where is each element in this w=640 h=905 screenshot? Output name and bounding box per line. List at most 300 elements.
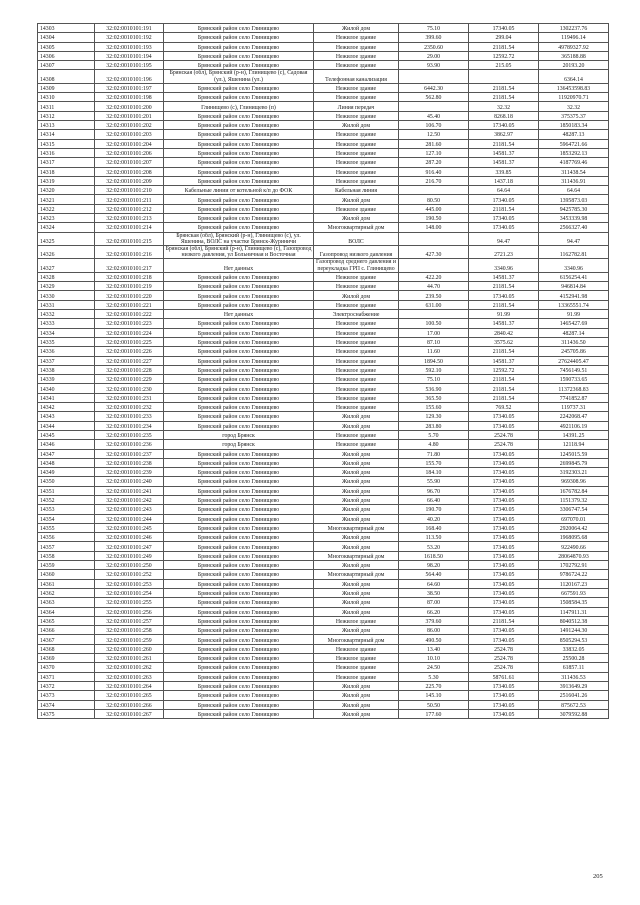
table-row: [38, 477, 609, 486]
cadastral-number-cell: 32:02:0010101:258: [95, 626, 164, 635]
address-cell: Брянский район село Глинищево: [164, 176, 314, 185]
area-cell: 113.50: [399, 533, 469, 542]
cadastral-number-cell: 32:02:0010101:203: [95, 130, 164, 139]
cadastral-value-cell: 1147911.31: [539, 607, 609, 616]
area-cell: 127.10: [399, 148, 469, 157]
row-number-cell: 14362: [38, 588, 95, 597]
table-row: [38, 204, 609, 213]
specific-value-cell: 17340.05: [469, 570, 539, 579]
object-type-cell: Жилой дом: [314, 700, 399, 709]
table-row: [38, 356, 609, 365]
cadastral-number-cell: 32:02:0010101:221: [95, 300, 164, 309]
row-number-cell: 14340: [38, 384, 95, 393]
area-cell: 239.50: [399, 291, 469, 300]
address-cell: Брянский район село Глинищево: [164, 644, 314, 653]
cadastral-value-cell: 11920970.71: [539, 93, 609, 102]
address-cell: Брянский район село Глинищево: [164, 214, 314, 223]
address-cell: Брянский район село Глинищево: [164, 375, 314, 384]
area-cell: 6442.30: [399, 83, 469, 92]
specific-value-cell: 17340.05: [469, 691, 539, 700]
object-type-cell: Жилой дом: [314, 691, 399, 700]
cadastral-number-cell: 32:02:0010101:233: [95, 412, 164, 421]
cadastral-number-cell: 32:02:0010101:197: [95, 83, 164, 92]
specific-value-cell: 14581.37: [469, 356, 539, 365]
object-type-cell: Жилой дом: [314, 449, 399, 458]
area-cell: 168.40: [399, 523, 469, 532]
cadastral-value-cell: 9786724.22: [539, 570, 609, 579]
row-number-cell: 14333: [38, 319, 95, 328]
table-row: [38, 505, 609, 514]
cadastral-value-cell: 1590733.65: [539, 375, 609, 384]
table-row: [38, 700, 609, 709]
address-cell: Брянский район село Глинищево: [164, 403, 314, 412]
cadastral-value-cell: 136453598.83: [539, 83, 609, 92]
cadastral-value-cell: 4921106.19: [539, 421, 609, 430]
object-type-cell: Нежилое здание: [314, 663, 399, 672]
cadastral-number-cell: 32:02:0010101:219: [95, 282, 164, 291]
address-cell: Брянский район село Глинищево: [164, 458, 314, 467]
area-cell: 631.00: [399, 300, 469, 309]
row-number-cell: 14345: [38, 430, 95, 439]
table-row: [38, 514, 609, 523]
object-type-cell: Жилой дом: [314, 24, 399, 33]
object-type-cell: Нежилое здание: [314, 83, 399, 92]
area-cell: 66.20: [399, 607, 469, 616]
cadastral-value-cell: 667591.93: [539, 588, 609, 597]
table-row: [38, 121, 609, 130]
specific-value-cell: 17340.05: [469, 709, 539, 718]
address-cell: Брянский район село Глинищево: [164, 449, 314, 458]
cadastral-value-cell: 48287.14: [539, 328, 609, 337]
object-type-cell: Жилой дом: [314, 607, 399, 616]
object-type-cell: Нежилое здание: [314, 139, 399, 148]
specific-value-cell: 17340.05: [469, 468, 539, 477]
cadastral-value-cell: 32.32: [539, 102, 609, 111]
row-number-cell: 14360: [38, 570, 95, 579]
cadastral-number-cell: 32:02:0010101:247: [95, 542, 164, 551]
address-cell: Брянский район село Глинищево: [164, 635, 314, 644]
cadastral-value-cell: 3913649.29: [539, 681, 609, 690]
address-cell: Брянский район село Глинищево: [164, 486, 314, 495]
cadastral-value-cell: 311438.54: [539, 167, 609, 176]
row-number-cell: 14357: [38, 542, 95, 551]
object-type-cell: Жилой дом: [314, 681, 399, 690]
address-cell: Брянский район село Глинищево: [164, 130, 314, 139]
cadastral-number-cell: 32:02:0010101:245: [95, 523, 164, 532]
area-cell: 100.50: [399, 319, 469, 328]
object-type-cell: Нежилое здание: [314, 204, 399, 213]
address-cell: Глинищево (с), Глинищево (п): [164, 102, 314, 111]
row-number-cell: 14343: [38, 412, 95, 421]
area-cell: 155.60: [399, 403, 469, 412]
row-number-cell: 14318: [38, 167, 95, 176]
address-cell: Брянский район село Глинищево: [164, 167, 314, 176]
area-cell: 190.70: [399, 505, 469, 514]
cadastral-value-cell: 7456149.51: [539, 365, 609, 374]
specific-value-cell: 14581.37: [469, 319, 539, 328]
cadastral-value-cell: 1162782.81: [539, 246, 609, 259]
cadastral-value-cell: 25500.28: [539, 654, 609, 663]
cadastral-value-cell: 1465427.69: [539, 319, 609, 328]
cadastral-number-cell: 32:02:0010101:232: [95, 403, 164, 412]
cadastral-value-cell: 33832.05: [539, 644, 609, 653]
row-number-cell: 14346: [38, 440, 95, 449]
table-row: [38, 570, 609, 579]
address-cell: Брянский район село Глинищево: [164, 223, 314, 232]
row-number-cell: 14348: [38, 458, 95, 467]
area-cell: 1894.50: [399, 356, 469, 365]
address-cell: Брянский район село Глинищево: [164, 121, 314, 130]
row-number-cell: 14371: [38, 672, 95, 681]
object-type-cell: Нежилое здание: [314, 654, 399, 663]
area-cell: 55.90: [399, 477, 469, 486]
table-row: [38, 709, 609, 718]
area-cell: 562.80: [399, 93, 469, 102]
object-type-cell: Нежилое здание: [314, 319, 399, 328]
area-cell: 592.10: [399, 365, 469, 374]
specific-value-cell: 17340.05: [469, 412, 539, 421]
object-type-cell: Жилой дом: [314, 121, 399, 130]
specific-value-cell: 17340.05: [469, 514, 539, 523]
specific-value-cell: 21181.54: [469, 375, 539, 384]
address-cell: Брянский район село Глинищево: [164, 654, 314, 663]
table-row: [38, 139, 609, 148]
address-cell: Брянская (обл), Брянский (р-н), Глинищево (с), Газопровод низкого давления, ул Больничная и Восточная: [164, 246, 314, 259]
object-type-cell: Нежилое здание: [314, 272, 399, 281]
object-type-cell: Нежилое здание: [314, 644, 399, 653]
address-cell: Брянский район село Глинищево: [164, 700, 314, 709]
cadastral-value-cell: 3453339.98: [539, 214, 609, 223]
address-cell: Брянский район село Глинищево: [164, 139, 314, 148]
cadastral-value-cell: 8040512.38: [539, 616, 609, 625]
row-number-cell: 14314: [38, 130, 95, 139]
specific-value-cell: 17340.05: [469, 635, 539, 644]
row-number-cell: 14332: [38, 310, 95, 319]
specific-value-cell: 2840.42: [469, 328, 539, 337]
area-cell: 75.10: [399, 24, 469, 33]
cadastral-value-cell: 11372368.83: [539, 384, 609, 393]
cadastral-number-cell: 32:02:0010101:261: [95, 654, 164, 663]
specific-value-cell: 17340.05: [469, 542, 539, 551]
area-cell: 98.20: [399, 561, 469, 570]
table-row: [38, 186, 609, 195]
row-number-cell: 14355: [38, 523, 95, 532]
address-cell: Брянский район село Глинищево: [164, 477, 314, 486]
table-row: [38, 328, 609, 337]
cadastral-value-cell: 2242068.47: [539, 412, 609, 421]
object-type-cell: Многоквартирный дом: [314, 551, 399, 560]
address-cell: Брянский район село Глинищево: [164, 83, 314, 92]
specific-value-cell: 21181.54: [469, 93, 539, 102]
specific-value-cell: 21181.54: [469, 204, 539, 213]
cadastral-value-cell: 91.99: [539, 310, 609, 319]
area-cell: 40.20: [399, 514, 469, 523]
row-number-cell: 14353: [38, 505, 95, 514]
cadastral-number-cell: 32:02:0010101:193: [95, 42, 164, 51]
table-row: [38, 542, 609, 551]
specific-value-cell: 215.05: [469, 61, 539, 70]
cadastral-number-cell: 32:02:0010101:207: [95, 158, 164, 167]
table-row: [38, 232, 609, 245]
specific-value-cell: 21181.54: [469, 282, 539, 291]
cadastral-number-cell: 32:02:0010101:260: [95, 644, 164, 653]
cadastral-value-cell: 3079592.88: [539, 709, 609, 718]
specific-value-cell: 2524.78: [469, 663, 539, 672]
cadastral-number-cell: 32:02:0010101:196: [95, 70, 164, 83]
cadastral-number-cell: 32:02:0010101:200: [95, 102, 164, 111]
cadastral-value-cell: 1395873.03: [539, 195, 609, 204]
row-number-cell: 14323: [38, 214, 95, 223]
address-cell: Нет данных: [164, 310, 314, 319]
specific-value-cell: 64.64: [469, 186, 539, 195]
cadastral-number-cell: 32:02:0010101:263: [95, 672, 164, 681]
specific-value-cell: 1437.18: [469, 176, 539, 185]
cadastral-number-cell: 32:02:0010101:264: [95, 681, 164, 690]
cadastral-number-cell: 32:02:0010101:209: [95, 176, 164, 185]
object-type-cell: Нежилое здание: [314, 167, 399, 176]
cadastral-value-cell: 61857.11: [539, 663, 609, 672]
specific-value-cell: 91.99: [469, 310, 539, 319]
address-cell: Брянский район село Глинищево: [164, 282, 314, 291]
row-number-cell: 14363: [38, 598, 95, 607]
cadastral-value-cell: 13365551.74: [539, 300, 609, 309]
table-row: [38, 430, 609, 439]
address-cell: Брянский район село Глинищево: [164, 412, 314, 421]
object-type-cell: Нежилое здание: [314, 61, 399, 70]
table-row: [38, 691, 609, 700]
area-cell: 4.80: [399, 440, 469, 449]
cadastral-number-cell: 32:02:0010101:195: [95, 61, 164, 70]
cadastral-number-cell: 32:02:0010101:237: [95, 449, 164, 458]
area-cell: 10.10: [399, 654, 469, 663]
cadastral-number-cell: 32:02:0010101:254: [95, 588, 164, 597]
table-row: [38, 291, 609, 300]
table-row: [38, 51, 609, 60]
area-cell: 281.60: [399, 139, 469, 148]
cadastral-number-cell: 32:02:0010101:239: [95, 468, 164, 477]
cadastral-value-cell: 1850183.34: [539, 121, 609, 130]
table-row: [38, 468, 609, 477]
row-number-cell: 14337: [38, 356, 95, 365]
row-number-cell: 14322: [38, 204, 95, 213]
address-cell: Брянский район село Глинищево: [164, 148, 314, 157]
specific-value-cell: 17340.05: [469, 214, 539, 223]
area-cell: 399.60: [399, 33, 469, 42]
cadastral-number-cell: 32:02:0010101:215: [95, 232, 164, 245]
area-cell: 155.70: [399, 458, 469, 467]
cadastral-number-cell: 32:02:0010101:202: [95, 121, 164, 130]
table-row: [38, 158, 609, 167]
area-cell: 148.00: [399, 223, 469, 232]
row-number-cell: 14311: [38, 102, 95, 111]
address-cell: Брянский район село Глинищево: [164, 681, 314, 690]
cadastral-number-cell: 32:02:0010101:235: [95, 430, 164, 439]
table-row: [38, 644, 609, 653]
area-cell: 12.50: [399, 130, 469, 139]
object-type-cell: Нежилое здание: [314, 130, 399, 139]
row-number-cell: 14350: [38, 477, 95, 486]
row-number-cell: 14307: [38, 61, 95, 70]
area-cell: 75.10: [399, 375, 469, 384]
row-number-cell: 14354: [38, 514, 95, 523]
object-type-cell: Линия передач: [314, 102, 399, 111]
table-row: [38, 70, 609, 83]
area-cell: 66.40: [399, 495, 469, 504]
object-type-cell: Нежилое здание: [314, 148, 399, 157]
area-cell: [399, 186, 469, 195]
cadastral-value-cell: 2920064.42: [539, 523, 609, 532]
specific-value-cell: 17340.05: [469, 523, 539, 532]
cadastral-number-cell: 32:02:0010101:240: [95, 477, 164, 486]
cadastral-number-cell: 32:02:0010101:250: [95, 561, 164, 570]
area-cell: 24.50: [399, 663, 469, 672]
specific-value-cell: 769.52: [469, 403, 539, 412]
cadastral-value-cell: 94.47: [539, 232, 609, 245]
object-type-cell: Нежилое здание: [314, 300, 399, 309]
address-cell: Брянский район село Глинищево: [164, 579, 314, 588]
cadastral-number-cell: 32:02:0010101:249: [95, 551, 164, 560]
area-cell: 2350.60: [399, 42, 469, 51]
table-row: [38, 626, 609, 635]
row-number-cell: 14316: [38, 148, 95, 157]
address-cell: Брянский район село Глинищево: [164, 626, 314, 635]
cadastral-value-cell: 12118.94: [539, 440, 609, 449]
table-row: [38, 83, 609, 92]
row-number-cell: 14359: [38, 561, 95, 570]
object-type-cell: Многоквартирный дом: [314, 635, 399, 644]
row-number-cell: 14366: [38, 626, 95, 635]
cadastral-value-cell: 6156254.41: [539, 272, 609, 281]
area-cell: 80.50: [399, 195, 469, 204]
specific-value-cell: 2524.78: [469, 654, 539, 663]
cadastral-value-cell: 1302237.76: [539, 24, 609, 33]
page-number: 205: [593, 873, 603, 880]
table-row: [38, 365, 609, 374]
object-type-cell: Нежилое здание: [314, 616, 399, 625]
object-type-cell: Многоквартирный дом: [314, 223, 399, 232]
cadastral-number-cell: 32:02:0010101:241: [95, 486, 164, 495]
specific-value-cell: 94.47: [469, 232, 539, 245]
area-cell: [399, 102, 469, 111]
cadastral-value-cell: 2516041.26: [539, 691, 609, 700]
cadastral-value-cell: 245705.86: [539, 347, 609, 356]
address-cell: Брянский район село Глинищево: [164, 365, 314, 374]
cadastral-value-cell: 3340.96: [539, 259, 609, 272]
specific-value-cell: 17340.05: [469, 291, 539, 300]
address-cell: Брянский район село Глинищево: [164, 709, 314, 718]
row-number-cell: 14308: [38, 70, 95, 83]
specific-value-cell: 17340.05: [469, 533, 539, 542]
address-cell: Брянский район село Глинищево: [164, 607, 314, 616]
specific-value-cell: 17340.05: [469, 458, 539, 467]
address-cell: Нет данных: [164, 259, 314, 272]
cadastral-value-cell: 7741852.87: [539, 393, 609, 402]
cadastral-value-cell: 9425785.30: [539, 204, 609, 213]
cadastral-number-cell: 32:02:0010101:253: [95, 579, 164, 588]
cadastral-value-cell: 48287.13: [539, 130, 609, 139]
specific-value-cell: 3340.96: [469, 259, 539, 272]
specific-value-cell: 3575.62: [469, 337, 539, 346]
object-type-cell: Жилой дом: [314, 579, 399, 588]
object-type-cell: Жилой дом: [314, 412, 399, 421]
table-row: [38, 282, 609, 291]
cadastral-number-cell: 32:02:0010101:234: [95, 421, 164, 430]
table-row: [38, 319, 609, 328]
row-number-cell: 14330: [38, 291, 95, 300]
row-number-cell: 14331: [38, 300, 95, 309]
area-cell: 365.50: [399, 393, 469, 402]
row-number-cell: 14372: [38, 681, 95, 690]
table-row: [38, 111, 609, 120]
row-number-cell: 14335: [38, 337, 95, 346]
specific-value-cell: 3862.97: [469, 130, 539, 139]
specific-value-cell: [469, 70, 539, 83]
address-cell: Брянский район село Глинищево: [164, 328, 314, 337]
cadastral-number-cell: 32:02:0010101:211: [95, 195, 164, 204]
row-number-cell: 14306: [38, 51, 95, 60]
cadastral-value-cell: 28064870.93: [539, 551, 609, 560]
address-cell: Брянский район село Глинищево: [164, 356, 314, 365]
cadastral-value-cell: 1676782.84: [539, 486, 609, 495]
cadastral-value-cell: 3192303.21: [539, 468, 609, 477]
table-row: [38, 272, 609, 281]
row-number-cell: 14344: [38, 421, 95, 430]
address-cell: Брянский район село Глинищево: [164, 195, 314, 204]
area-cell: 50.50: [399, 700, 469, 709]
cadastral-value-cell: 4187769.46: [539, 158, 609, 167]
cadastral-number-cell: 32:02:0010101:224: [95, 328, 164, 337]
row-number-cell: 14370: [38, 663, 95, 672]
specific-value-cell: 21181.54: [469, 616, 539, 625]
row-number-cell: 14369: [38, 654, 95, 663]
specific-value-cell: 17340.05: [469, 421, 539, 430]
row-number-cell: 14317: [38, 158, 95, 167]
cadastral-value-cell: 119737.31: [539, 403, 609, 412]
object-type-cell: Телефонная канализация: [314, 70, 399, 83]
row-number-cell: 14342: [38, 403, 95, 412]
object-type-cell: Многоквартирный дом: [314, 570, 399, 579]
object-type-cell: Нежилое здание: [314, 672, 399, 681]
specific-value-cell: 17340.05: [469, 579, 539, 588]
cadastral-number-cell: 32:02:0010101:201: [95, 111, 164, 120]
specific-value-cell: 2524.78: [469, 440, 539, 449]
area-cell: 29.00: [399, 51, 469, 60]
table-row: [38, 654, 609, 663]
area-cell: 536.90: [399, 384, 469, 393]
row-number-cell: 14310: [38, 93, 95, 102]
table-row: [38, 300, 609, 309]
cadastral-value-cell: 922490.66: [539, 542, 609, 551]
address-cell: Брянский район село Глинищево: [164, 33, 314, 42]
object-type-cell: Нежилое здание: [314, 347, 399, 356]
area-cell: 177.60: [399, 709, 469, 718]
object-type-cell: Нежилое здание: [314, 33, 399, 42]
cadastral-value-cell: 14391.25: [539, 430, 609, 439]
cadastral-number-cell: 32:02:0010101:216: [95, 246, 164, 259]
row-number-cell: 14309: [38, 83, 95, 92]
row-number-cell: 14327: [38, 259, 95, 272]
object-type-cell: Жилой дом: [314, 709, 399, 718]
cadastral-value-cell: 311436.50: [539, 337, 609, 346]
cadastral-value-cell: 375375.37: [539, 111, 609, 120]
area-cell: [399, 232, 469, 245]
area-cell: 287.20: [399, 158, 469, 167]
table-row: [38, 551, 609, 560]
area-cell: 445.00: [399, 204, 469, 213]
area-cell: 216.70: [399, 176, 469, 185]
cadastral-number-cell: 32:02:0010101:223: [95, 319, 164, 328]
cadastral-value-cell: 27624405.47: [539, 356, 609, 365]
